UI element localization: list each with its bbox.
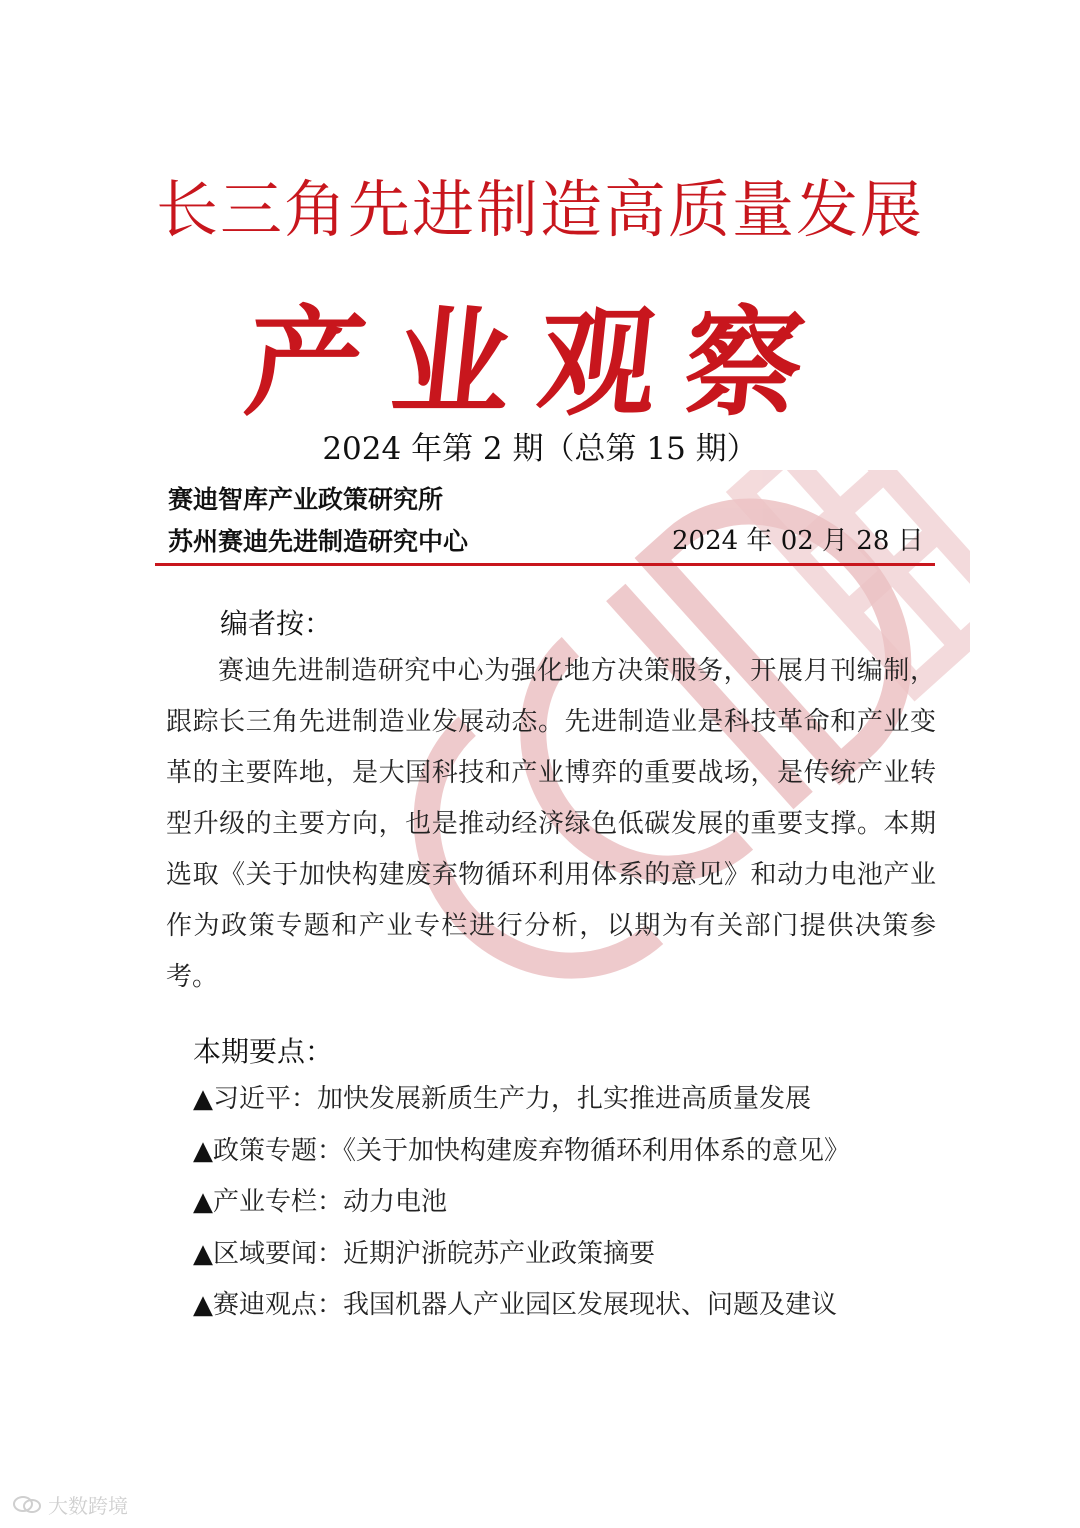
highlight-text: 政策专题：《关于加快构建废弃物循环利用体系的意见》 (213, 1135, 851, 1166)
highlights-list (193, 1074, 850, 1332)
triangle-bullet-icon: ▲ (193, 1187, 213, 1217)
highlight-text: 赛迪观点：我国机器人产业园区发展现状、问题及建议 (213, 1290, 838, 1320)
highlights-title: 本期要点： (193, 1035, 334, 1068)
issue-number: 2024 年第 2 期（总第 15 期） (322, 431, 758, 467)
editor-note-body: 赛迪先进制造研究中心为强化地方决策服务，开展月刊编制，跟踪长三角先进制造业发展动态。先进制造业是科技革命和产业变革的主要阵地，是大国科技和产业博弈的重要战场，是传统产业转型升级的主要方向，也是推动经济绿色低碳发展的重要支撑。本期选取《关于加快构建废弃物循环利用体系的意见》和动力电池产业作为政策专题和产业专栏进行分析，以期为有关部门提供决策参考。 (166, 656, 936, 992)
triangle-bullet-icon: ▲ (193, 1238, 213, 1269)
highlight-item (193, 1280, 850, 1332)
footer-brand-label: 大数跨境 (48, 1494, 128, 1518)
triangle-bullet-icon: ▲ (193, 1290, 213, 1320)
editor-note-title: 编者按： (220, 607, 333, 640)
highlight-item (193, 1074, 850, 1126)
highlight-text: 习近平：加快发展新质生产力，扎实推进高质量发展 (213, 1084, 812, 1114)
highlight-text: 产业专栏：动力电池 (213, 1187, 448, 1217)
publish-date: 2024 年 02 月 28 日 (672, 526, 924, 556)
triangle-bullet-icon: ▲ (193, 1135, 213, 1166)
triangle-bullet-icon: ▲ (193, 1084, 213, 1114)
publisher-org-1: 赛迪智库产业政策研究所 (168, 485, 444, 514)
publication-masthead: 产业观察 (239, 293, 839, 432)
highlight-item (193, 1126, 850, 1178)
publication-title: 长三角先进制造高质量发展 (155, 173, 924, 246)
footer-brand (12, 1490, 128, 1519)
publisher-org-2: 苏州赛迪先进制造研究中心 (168, 527, 469, 556)
highlight-item (193, 1177, 850, 1229)
chat-bubble-icon (12, 1494, 42, 1516)
highlight-item (193, 1229, 850, 1281)
highlight-text: 区域要闻：近期沪浙皖苏产业政策摘要 (213, 1238, 656, 1269)
header-divider (155, 563, 935, 566)
